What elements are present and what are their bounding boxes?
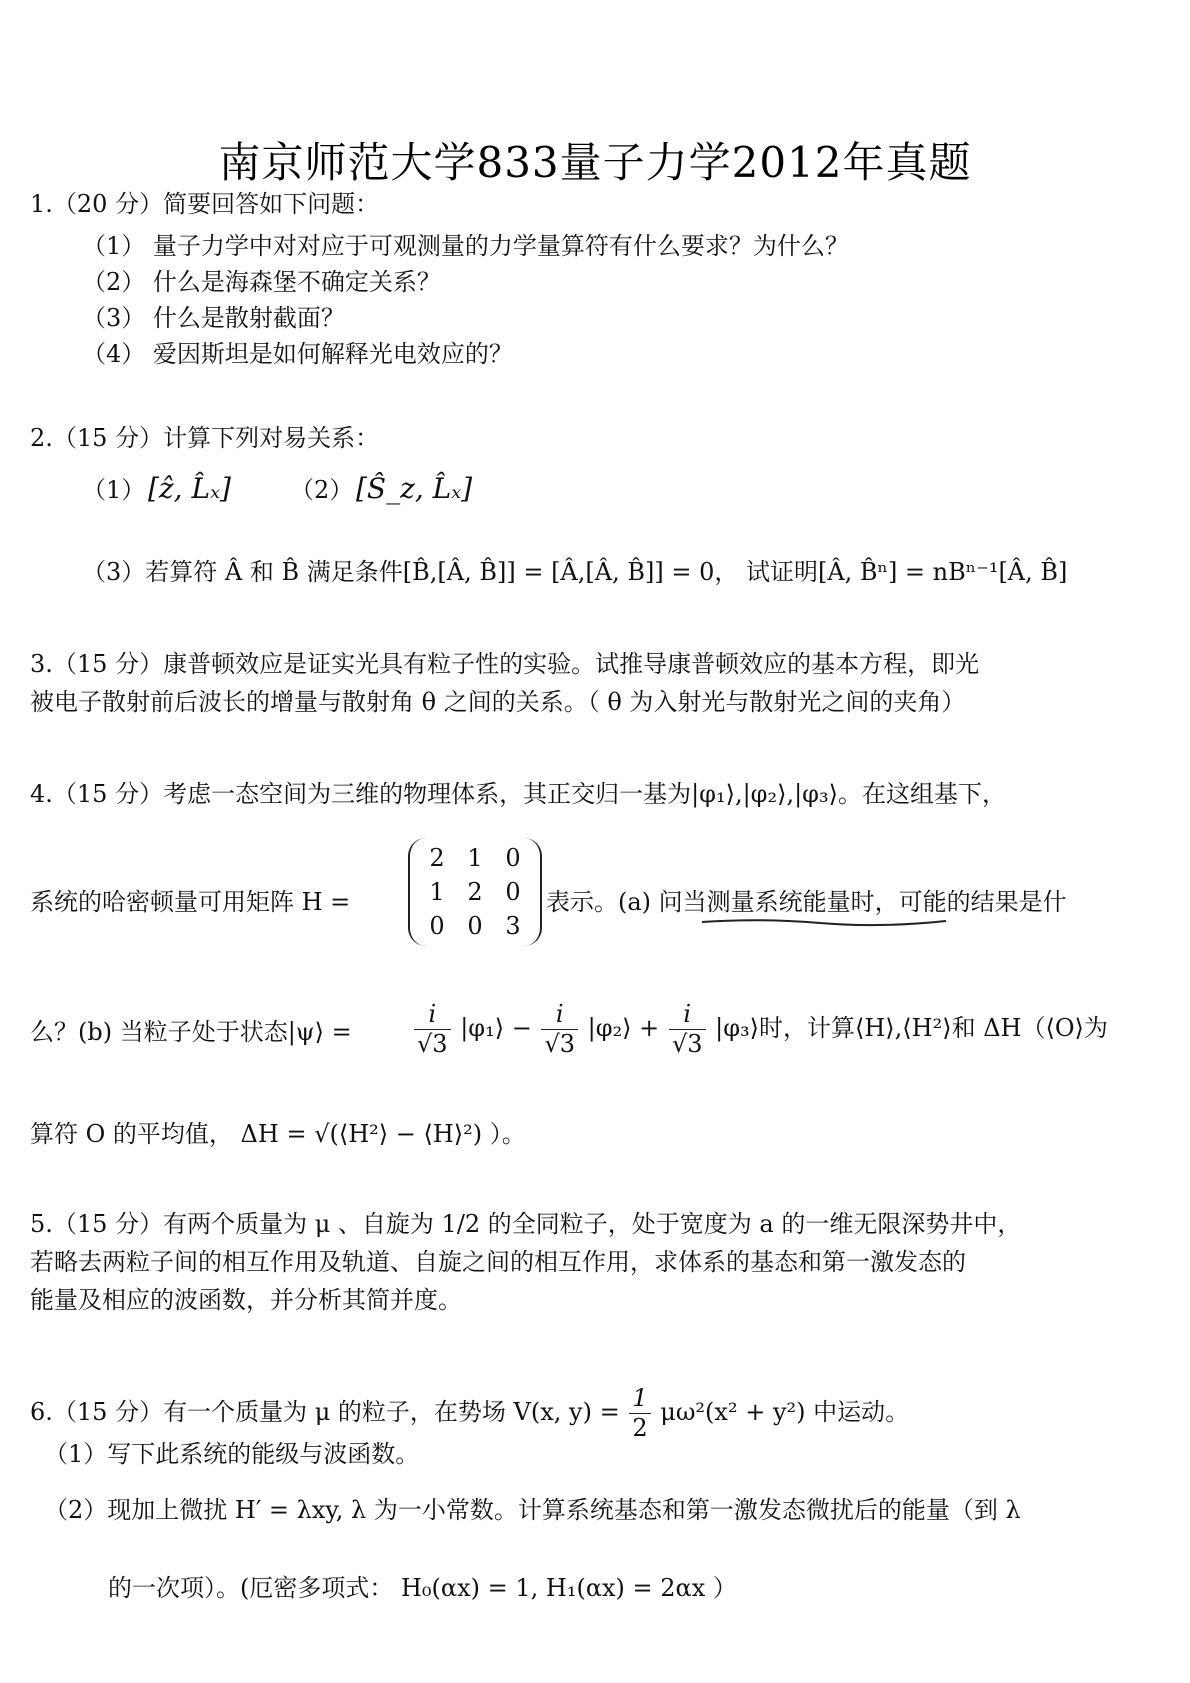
q2-heading: 2.（15 分）计算下列对易关系：: [30, 424, 380, 452]
q4-line-1: 4.（15 分）考虑一态空间为三维的物理体系，其正交归一基为|φ₁⟩,|φ₂⟩,|φ₃⟩。在这组基下，: [30, 780, 1006, 808]
q5-line-2: 若略去两粒子间的相互作用及轨道、自旋之间的相互作用，求体系的基态和第一激发态的: [30, 1248, 966, 1276]
q3-line-1: 3.（15 分）康普顿效应是证实光具有粒子性的实验。试推导康普顿效应的基本方程，即光: [30, 650, 980, 678]
matrix-cell: 2: [429, 844, 445, 872]
ket-phi-3-tail: |φ₃⟩时，计算⟨H⟩,⟨H²⟩和 ΔH（⟨O⟩为: [715, 1013, 1108, 1042]
q6-line-1-pre: 6.（15 分）有一个质量为 μ 的粒子，在势场 V(x, y) =: [30, 1397, 620, 1426]
state-coefficient-3: $\frac{i}{√3}$: [669, 1000, 706, 1059]
matrix-cell: 0: [429, 912, 445, 940]
q1-item-3: （3） 什么是散射截面？: [82, 304, 345, 332]
state-coefficient-1: $\frac{i}{√3}$: [414, 1000, 451, 1059]
page-title: 南京师范大学833量子力学2012年真题: [218, 138, 972, 187]
q6-fraction: $\frac{1}{2}$: [629, 1384, 650, 1443]
q2-part-1-expr: [ẑ, L̂ₓ]: [148, 472, 231, 505]
q2-part-2-label: （2）: [290, 476, 354, 504]
q6-line-1-post: μω²(x² + y²) 中运动。: [660, 1397, 910, 1426]
ket-phi-1: |φ₁⟩ −: [460, 1013, 532, 1042]
q1-heading: 1.（20 分）简要回答如下问题：: [30, 190, 380, 218]
q4-line-2-pre: 系统的哈密顿量可用矩阵 H =: [30, 888, 351, 916]
q6-line-1: [30, 1384, 909, 1443]
q1-item-4: （4） 爱因斯坦是如何解释光电效应的？: [82, 340, 513, 368]
q6-part-3: 的一次项）。(厄密多项式： H₀(αx) = 1, H₁(αx) = 2αx ）: [108, 1574, 737, 1602]
q5-line-1: 5.（15 分）有两个质量为 μ 、自旋为 1/2 的全同粒子，处于宽度为 a 的一维无限深势井中，: [30, 1210, 1022, 1238]
q5-line-3: 能量及相应的波函数，并分析其简并度。: [30, 1286, 462, 1314]
q1-item-1: （1） 量子力学中对对应于可观测量的力学量算符有什么要求？为什么？: [82, 232, 849, 260]
q6-part-1: （1）写下此系统的能级与波函数。: [44, 1440, 420, 1468]
q4-line-3-pre: 么？(b) 当粒子处于状态|ψ⟩ =: [30, 1018, 352, 1046]
q1-item-2: （2） 什么是海森堡不确定关系？: [82, 268, 441, 296]
matrix-cell: 1: [467, 844, 483, 872]
matrix-cell: 3: [505, 912, 521, 940]
q2-part-1-label: （1）: [82, 476, 146, 504]
handwritten-underline: [700, 916, 950, 930]
q4-line-2-post: 表示。(a) 问当测量系统能量时，可能的结果是什: [546, 888, 1067, 916]
matrix-cell: 2: [467, 878, 483, 906]
matrix-cell: 1: [429, 878, 445, 906]
q3-line-2: 被电子散射前后波长的增量与散射角 θ 之间的关系。（ θ 为入射光与散射光之间的夹角）: [30, 688, 966, 716]
matrix-cell: 0: [467, 912, 483, 940]
q2-part-2-expr: [Ŝ_z, L̂ₓ]: [356, 472, 473, 505]
q4-state-expression: [412, 1000, 1108, 1059]
q6-part-2: （2）现加上微扰 H′ = λxy, λ 为一小常数。计算系统基态和第一激发态微扰后的能量（到 λ: [44, 1496, 1021, 1524]
matrix-cell: 0: [505, 844, 521, 872]
state-coefficient-2: $\frac{i}{√3}$: [541, 1000, 578, 1059]
q4-line-4: 算符 O 的平均值， ΔH = √(⟨H²⟩ − ⟨H⟩²) ）。: [30, 1120, 526, 1148]
ket-phi-2: |φ₂⟩ +: [587, 1013, 660, 1042]
q2-part-3: （3）若算符 Â 和 B̂ 满足条件[B̂,[Â, B̂]] = [Â,[Â, B̂]] = 0， 试证明[Â, B̂ⁿ] = nBⁿ⁻¹[Â, B̂]: [82, 558, 1068, 586]
matrix-cell: 0: [505, 878, 521, 906]
